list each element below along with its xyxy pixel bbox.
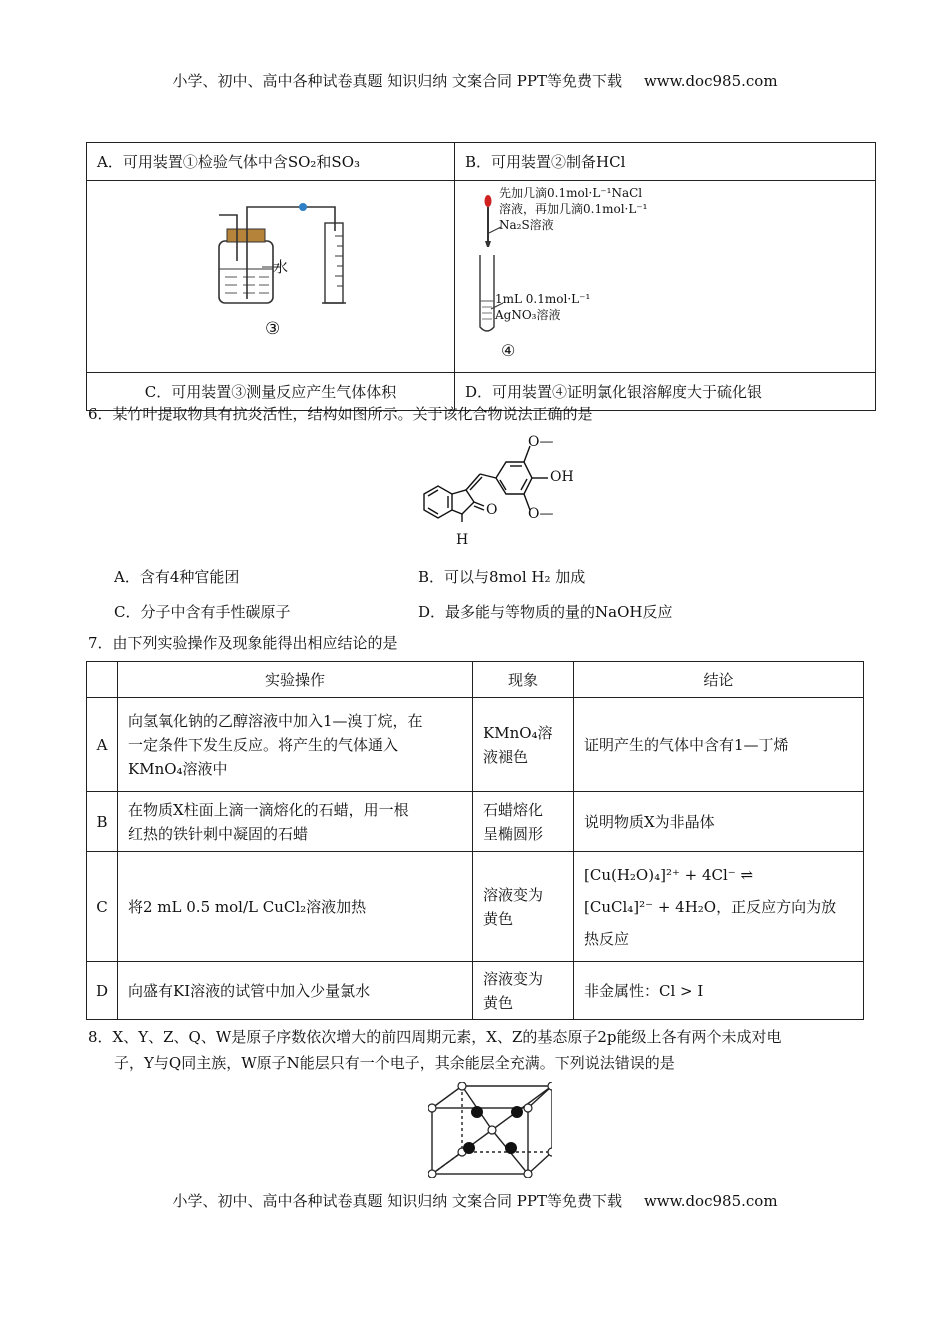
concl-line: 热反应: [584, 929, 630, 948]
q5-figure-4-cell: [455, 181, 876, 373]
dropper-annotation: [499, 185, 647, 233]
op-line: KMnO₄溶液中: [128, 759, 228, 778]
q7-header-operation: 实验操作: [118, 662, 473, 698]
phen-line: KMnO₄溶: [483, 723, 553, 742]
q8-line-1: 8．X、Y、Z、Q、W是原子序数依次增大的前四周期元素，X、Z的基态原子2p能级上各有两个未成对电: [88, 1028, 782, 1046]
row-phenomenon: [473, 792, 574, 852]
op-line: 在物质X柱面上滴一滴熔化的石蜡，用一根: [128, 800, 409, 819]
row-operation: [118, 792, 473, 852]
q6-option-a: A．含有4种官能团: [114, 568, 240, 586]
header-site[interactable]: www.doc985.com: [643, 72, 778, 90]
dropper-line-1: 先加几滴0.1mol·L⁻¹NaCl: [499, 186, 643, 200]
phen-line: 溶液变为: [483, 885, 544, 904]
q5-figure-3-cell: [87, 181, 455, 373]
row-conclusion: [574, 962, 864, 1020]
figure-4-number: ④: [501, 341, 516, 360]
row-label: C: [87, 852, 118, 962]
header-title: 小学、初中、高中各种试卷真题 知识归纳 文案合同 PPT等免费下载: [172, 72, 622, 90]
q6-option-d: D．最多能与等物质的量的NaOH反应: [418, 603, 673, 621]
footer-site[interactable]: www.doc985.com: [643, 1192, 778, 1210]
unit-cell-diagram: [428, 1082, 552, 1178]
footer-title: 小学、初中、高中各种试卷真题 知识归纳 文案合同 PPT等免费下载: [172, 1192, 622, 1210]
q7-header-phenomenon: 现象: [473, 662, 574, 698]
q8-line-2: 子，Y与Q同主族，W原子N能层只有一个电子，其余能层全充满。下列说法错误的是: [114, 1054, 675, 1072]
stopper-shape: [227, 229, 265, 242]
page-header: [0, 70, 950, 91]
oh-label: OH: [550, 469, 574, 485]
tube-annotation: [495, 291, 590, 323]
water-label: 水: [273, 258, 289, 276]
crystal-cell-figure: [428, 1082, 552, 1178]
ome-bottom-label: O—: [528, 506, 554, 522]
row-phenomenon: [473, 962, 574, 1020]
row-conclusion: [574, 698, 864, 792]
concl-line: 说明物质X为非晶体: [584, 812, 715, 831]
row-label: B: [87, 792, 118, 852]
concl-line: [Cu(H₂O)₄]²⁺ + 4Cl⁻ ⇌: [584, 865, 754, 884]
indolinone-structure-diagram: [396, 432, 586, 550]
concl-line: 非金属性：Cl > I: [584, 981, 704, 1000]
op-line: 将2 mL 0.5 mol/L CuCl₂溶液加热: [128, 897, 367, 916]
row-conclusion: [574, 852, 864, 962]
phen-line: 石蜡熔化: [483, 800, 544, 819]
row-phenomenon: [473, 852, 574, 962]
dropper-line-3: Na₂S溶液: [499, 218, 554, 232]
page-footer: [0, 1190, 950, 1211]
concl-line: 证明产生的气体中含有1—丁烯: [584, 735, 789, 754]
phen-line: 呈椭圆形: [483, 824, 544, 843]
q6-structure: [396, 432, 586, 550]
row-operation: [118, 698, 473, 792]
table-row: [87, 852, 864, 962]
row-label: A: [87, 698, 118, 792]
carbonyl-o-label: O: [486, 502, 498, 518]
op-line: 向盛有KI溶液的试管中加入少量氯水: [128, 981, 371, 1000]
q8-stem: [88, 1024, 868, 1076]
table-row: [87, 792, 864, 852]
q7-stem: 7．由下列实验操作及现象能得出相应结论的是: [88, 634, 398, 652]
q5-option-b: B．可用装置②制备HCl: [455, 143, 876, 181]
row-operation: [118, 962, 473, 1020]
ome-top-label: O—: [528, 434, 554, 450]
dropper-bulb: [485, 195, 492, 207]
q6-option-c: C．分子中含有手性碳原子: [114, 603, 291, 621]
phen-line: 黄色: [483, 993, 514, 1012]
q6-stem: 6．某竹叶提取物具有抗炎活性，结构如图所示。关于该化合物说法正确的是: [88, 405, 593, 423]
q7-header-conclusion: 结论: [574, 662, 864, 698]
row-label: D: [87, 962, 118, 1020]
q6-option-b: B．可以与8mol H₂ 加成: [418, 568, 586, 586]
phen-line: 液褪色: [483, 747, 529, 766]
concl-line: [CuCl₄]²⁻ + 4H₂O，正反应方向为放: [584, 897, 837, 916]
q5-option-c: C．可用装置③测量反应产生气体体积: [87, 373, 455, 411]
figure-3-number: ③: [265, 319, 281, 339]
q7-corner-cell: [87, 662, 118, 698]
tube-line-1: 1mL 0.1mol·L⁻¹: [495, 292, 591, 306]
dropper-line-2: 溶液，再加几滴0.1mol·L⁻¹: [499, 202, 648, 216]
nh-label: H: [456, 532, 469, 548]
phen-line: 黄色: [483, 909, 514, 928]
row-conclusion: [574, 792, 864, 852]
row-operation: [118, 852, 473, 962]
q5-option-d: D．可用装置④证明氯化银溶解度大于硫化银: [455, 373, 876, 411]
op-line: 一定条件下发生反应。将产生的气体通入: [128, 735, 399, 754]
tube-line-2: AgNO₃溶液: [495, 308, 561, 322]
table-row: [87, 698, 864, 792]
q5-options-table: [86, 142, 876, 411]
q7-experiment-table: [86, 661, 864, 1020]
q5-option-a: A．可用装置①检验气体中含SO₂和SO₃: [87, 143, 455, 181]
op-line: 红热的铁针刺中凝固的石蜡: [128, 824, 309, 843]
row-phenomenon: [473, 698, 574, 792]
table-row: [87, 962, 864, 1020]
phen-line: 溶液变为: [483, 969, 544, 988]
op-line: 向氢氧化钠的乙醇溶液中加入1—溴丁烷，在: [128, 711, 423, 730]
